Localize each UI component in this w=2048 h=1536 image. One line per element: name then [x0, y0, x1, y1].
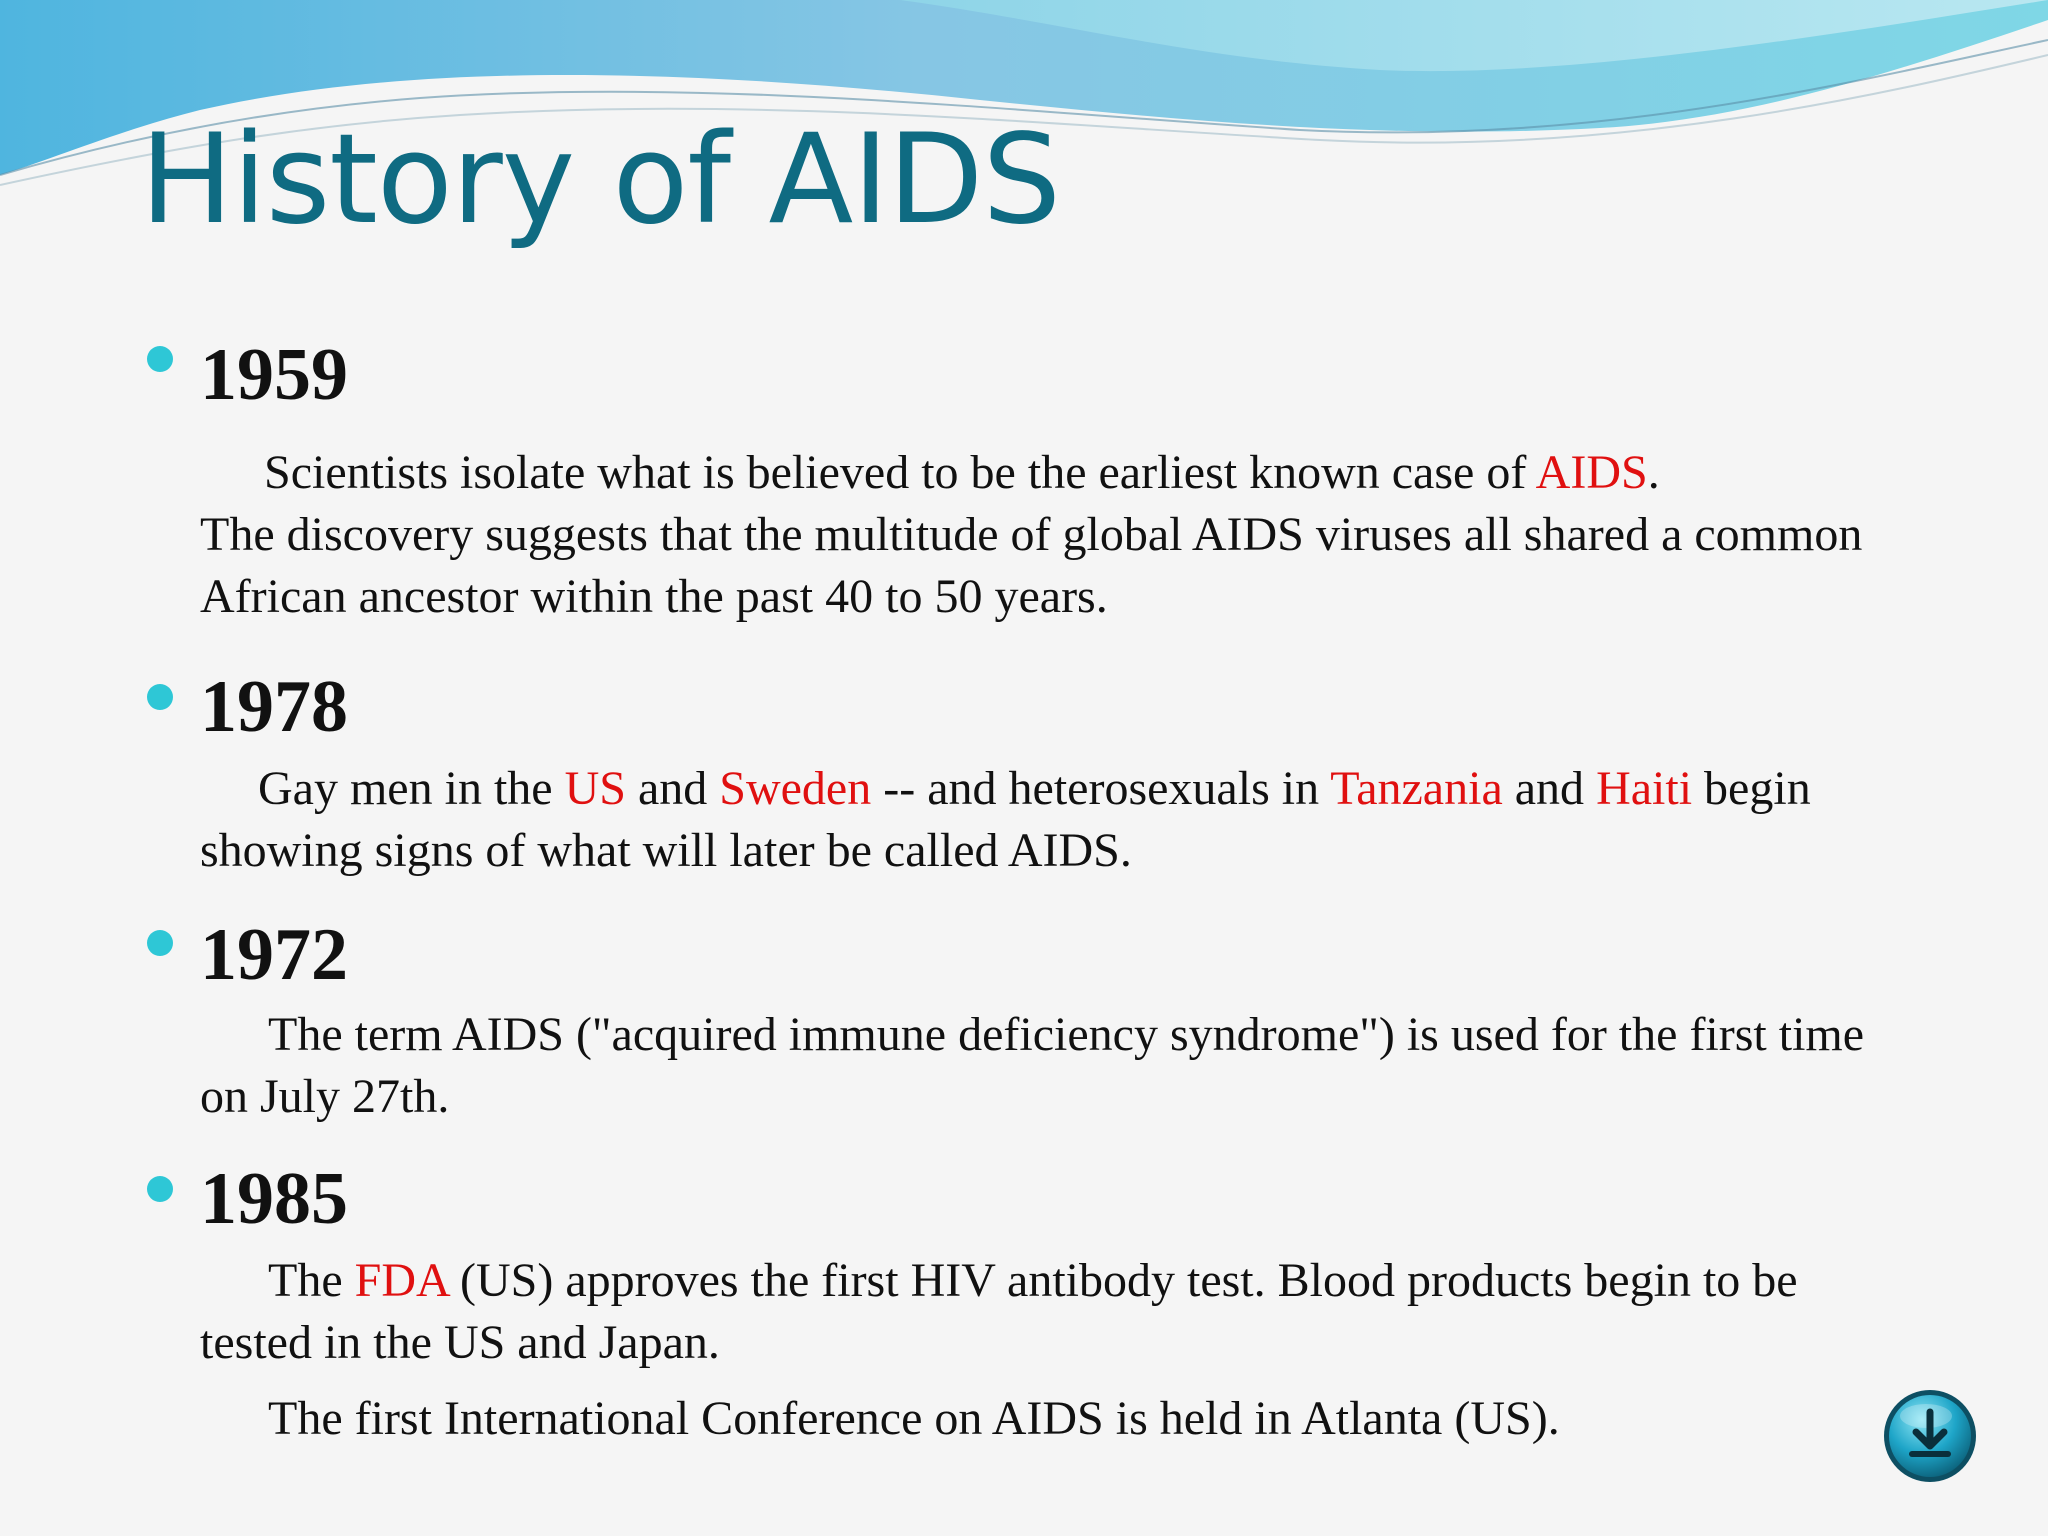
bullet-dot — [147, 684, 173, 710]
entry-paragraph — [200, 1388, 1840, 1450]
slide-title: History of AIDS — [140, 108, 1061, 252]
entry-text: The — [268, 1254, 355, 1307]
entry-paragraph — [200, 758, 1920, 882]
year-label: 1959 — [200, 334, 348, 416]
entry-text: -- and heterosexuals in — [871, 762, 1331, 815]
download-button[interactable] — [1882, 1388, 1978, 1484]
highlight-text: Sweden — [719, 762, 872, 815]
highlight-text: AIDS — [1535, 446, 1648, 499]
highlight-text: FDA — [354, 1254, 448, 1307]
entry-text: and — [1502, 762, 1597, 815]
bullet-dot — [147, 930, 173, 956]
bullet-dot — [147, 346, 173, 372]
entry-text: The first International Conference on AIDS is held in Atlanta (US). — [268, 1392, 1560, 1445]
entry-text: The discovery suggests that the multitude of global AIDS viruses all shared a common African ancestor within the past 40 to 50 years. — [200, 508, 1863, 623]
entry-paragraph — [200, 442, 1920, 628]
entry-text: (US) approves the first HIV antibody test. Blood products begin to be tested in the US and Japan. — [200, 1254, 1798, 1369]
entry-paragraph — [200, 1250, 1920, 1374]
entry-text: and — [625, 762, 720, 815]
year-label: 1972 — [200, 914, 348, 996]
download-arrow-icon — [1882, 1388, 1978, 1484]
highlight-text: Haiti — [1596, 762, 1693, 815]
highlight-text: US — [564, 762, 626, 815]
entry-text: Gay men in the — [258, 762, 565, 815]
entry-text: begin showing signs of what will later be called AIDS. — [200, 762, 1811, 877]
entry-text: . — [1647, 446, 1660, 499]
year-label: 1978 — [200, 666, 348, 748]
entry-text: The term AIDS ("acquired immune deficiency syndrome") is used for the first time on July 27th. — [200, 1008, 1865, 1123]
highlight-text: Tanzania — [1330, 762, 1503, 815]
entry-text: Scientists isolate what is believed to be the earliest known case of — [264, 446, 1536, 499]
entry-paragraph — [200, 1004, 1920, 1128]
bullet-dot — [147, 1176, 173, 1202]
year-label: 1985 — [200, 1158, 348, 1240]
